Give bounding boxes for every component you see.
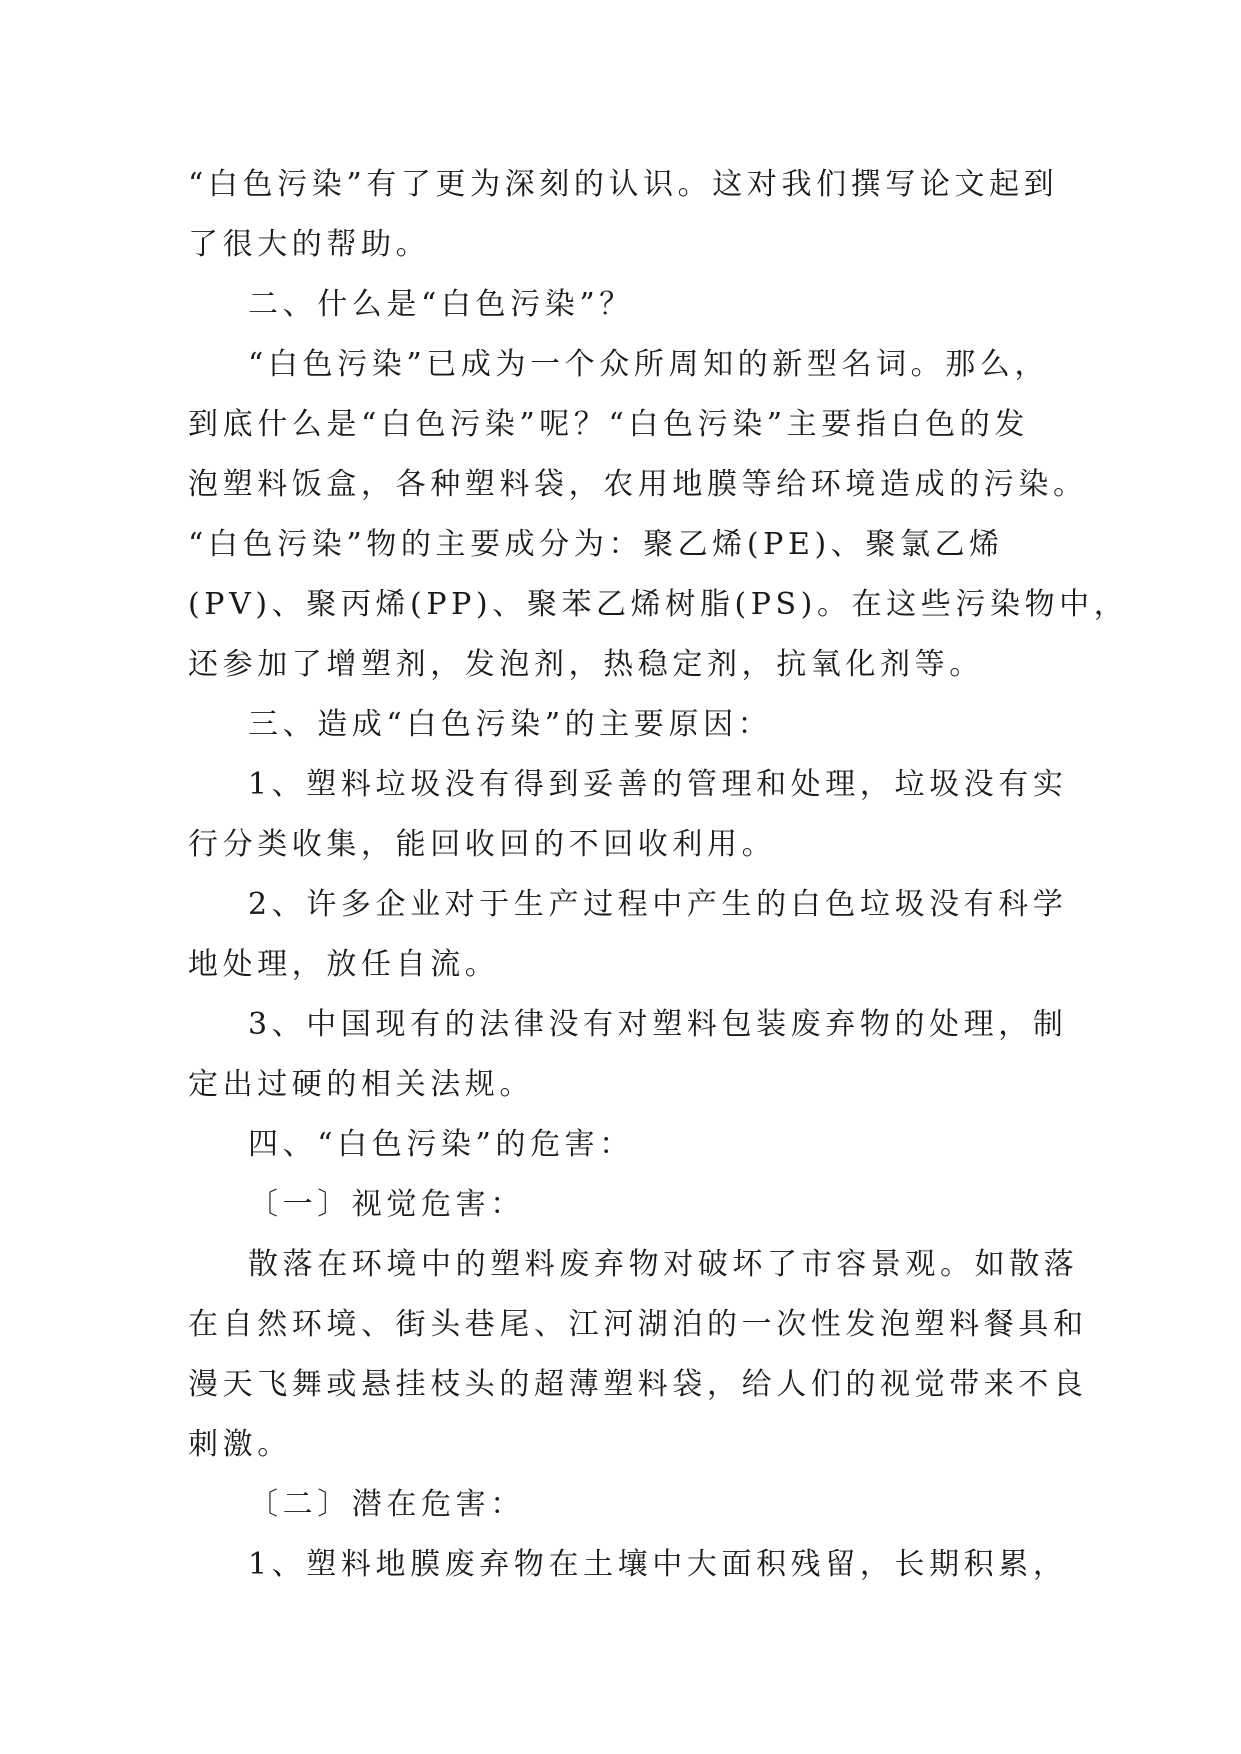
paragraph-line: 散落在环境中的塑料废弃物对破坏了市容景观。如散落: [248, 1247, 1079, 1282]
paragraph-line: 行分类收集，能回收回的不回收利用。: [188, 827, 777, 862]
paragraph-line: 地处理，放任自流。: [188, 947, 500, 982]
list-item: 1、塑料垃圾没有得到妥善的管理和处理，垃圾没有实: [248, 767, 1068, 802]
section-heading: 四、“白色污染”的危害：: [248, 1127, 634, 1162]
paragraph-line: “白色污染”有了更为深刻的认识。这对我们撰写论文起到: [188, 167, 1059, 202]
paragraph-line: 在自然环境、街头巷尾、江河湖泊的一次性发泡塑料餐具和: [188, 1307, 1088, 1342]
paragraph-line: 还参加了增塑剂，发泡剂，热稳定剂，抗氧化剂等。: [188, 647, 984, 682]
paragraph-line: 刺激。: [188, 1427, 292, 1462]
paragraph-line: (PV)、聚丙烯(PP)、聚苯乙烯树脂(PS)。在这些污染物中，: [188, 587, 1129, 622]
section-heading: 三、造成“白色污染”的主要原因：: [248, 707, 773, 742]
paragraph-line: “白色污染”已成为一个众所周知的新型名词。那么，: [248, 347, 1050, 382]
paragraph-line: 漫天飞舞或悬挂枝头的超薄塑料袋，给人们的视觉带来不良: [188, 1367, 1088, 1402]
subsection-heading: 〔一〕视觉危害：: [248, 1187, 525, 1222]
subsection-heading: 〔二〕潜在危害：: [248, 1487, 525, 1522]
paragraph-line: 泡塑料饭盒，各种塑料袋，农用地膜等给环境造成的污染。: [188, 467, 1088, 502]
paragraph-line: “白色污染”物的主要成分为：聚乙烯(PE)、聚氯乙烯: [188, 527, 1004, 562]
paragraph-line: 到底什么是“白色污染”呢？“白色污染”主要指白色的发: [188, 407, 1029, 442]
list-item: 1、塑料地膜废弃物在土壤中大面积残留，长期积累，: [248, 1547, 1068, 1582]
paragraph-line: 了很大的帮助。: [188, 227, 431, 262]
list-item: 2、许多企业对于生产过程中产生的白色垃圾没有科学: [248, 887, 1068, 922]
list-item: 3、中国现有的法律没有对塑料包装废弃物的处理，制: [248, 1007, 1068, 1042]
paragraph-line: 定出过硬的相关法规。: [188, 1067, 534, 1102]
document-body: [188, 155, 1129, 1595]
section-heading: 二、什么是“白色污染”？: [248, 287, 634, 322]
